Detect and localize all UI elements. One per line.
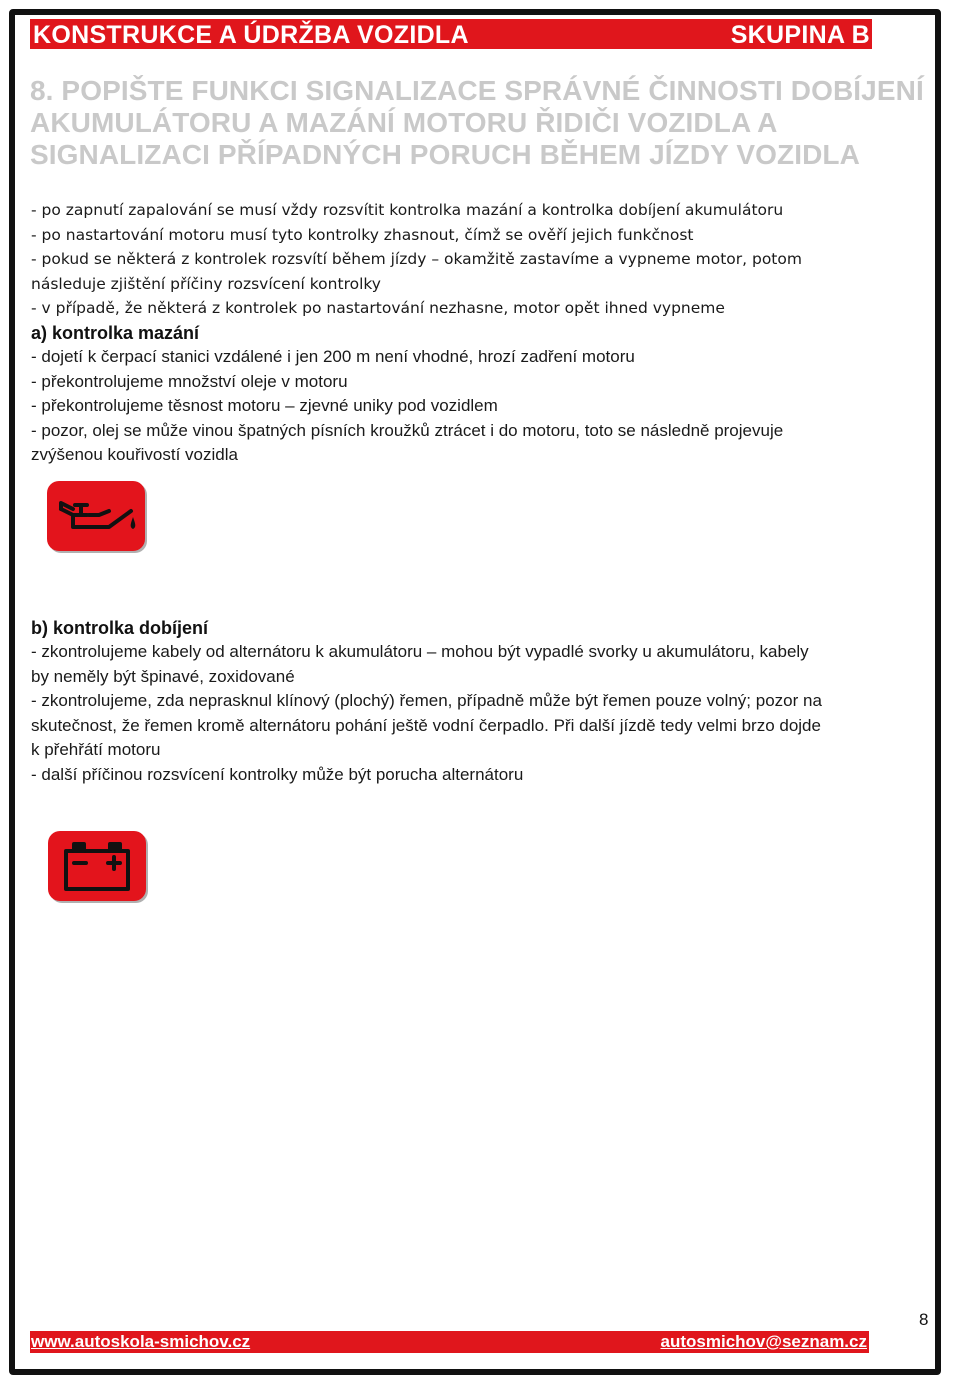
header-title: KONSTRUKCE A ÚDRŽBA VOZIDLA [33,21,469,49]
lubrication-line: - překontrolujeme těsnost motoru – zjevné uniky pod vozidlem [31,396,498,416]
page-number: 8 [919,1310,929,1329]
section-heading-line: AKUMULÁTORU A MAZÁNÍ MOTORU ŘIDIČI VOZIDLA A [30,107,778,138]
lubrication-heading: a) kontrolka mazání [31,323,200,343]
header-group: SKUPINA B [730,21,870,49]
charging-line: - zkontrolujeme kabely od alternátoru k akumulátoru – mohou být vypadlé svorky u akumulátoru, kabely [31,642,809,661]
lubrication-section [31,321,911,468]
footer-email-link[interactable]: autosmichov@seznam.cz [660,1332,867,1351]
charging-line: - zkontrolujeme, zda neprasknul klínový (plochý) řemen, případně může být řemen pouze volný; pozor na [31,691,822,711]
intro-line: - po zapnutí zapalování se musí vždy rozsvítit kontrolka mazání a kontrolka dobíjení akumulátoru [31,201,784,219]
intro-line: - pokud se některá z kontrolek rozsvítí během jízdy – okamžitě zastavíme a vypneme motor, potom [31,250,802,269]
section-heading-line: SIGNALIZACI PŘÍPADNÝCH PORUCH BĚHEM JÍZDY VOZIDLA [30,139,860,170]
oil-can-icon [47,481,145,551]
charging-heading: b) kontrolka dobíjení [31,618,209,638]
section-heading [30,75,930,171]
lubrication-line: zvýšenou kouřivostí vozidla [31,445,238,465]
intro-line: - v případě, že některá z kontrolek po nastartování nezhasne, motor opět ihned vypneme [31,299,725,318]
footer-bar [30,1331,869,1353]
intro-line: následuje zjištění příčiny rozsvícení kontrolky [31,274,381,293]
charging-line: k přehřátí motoru [31,740,161,760]
lubrication-line: - pozor, olej se může vinou špatných písních kroužků ztrácet i do motoru, toto se následně projevuje [31,420,784,440]
battery-icon [48,831,146,901]
section-heading-line: 8. POPIŠTE FUNKCI SIGNALIZACE SPRÁVNÉ ČINNOSTI DOBÍJENÍ [30,75,924,106]
charging-section [31,616,911,788]
intro-line: - po nastartování motoru musí tyto kontrolky zhasnout, čímž se ověří jejich funkčnost [31,225,694,244]
charging-line: by neměly být špinavé, zoxidované [31,666,295,686]
header-bar [30,19,872,49]
intro-text [31,198,911,321]
lubrication-line: - překontrolujeme množství oleje v motoru [31,371,348,391]
lubrication-line: - dojetí k čerpací stanici vzdálené i jen 200 m není vhodné, hrozí zadření motoru [31,347,635,366]
charging-line: - další příčinou rozsvícení kontrolky může být porucha alternátoru [31,764,524,784]
footer-website-link[interactable]: www.autoskola-smichov.cz [31,1332,251,1351]
charging-line: skutečnost, že řemen kromě alternátoru pohání ještě vodní čerpadlo. Při další jízdě tedy velmi brzo dojde [31,715,821,735]
